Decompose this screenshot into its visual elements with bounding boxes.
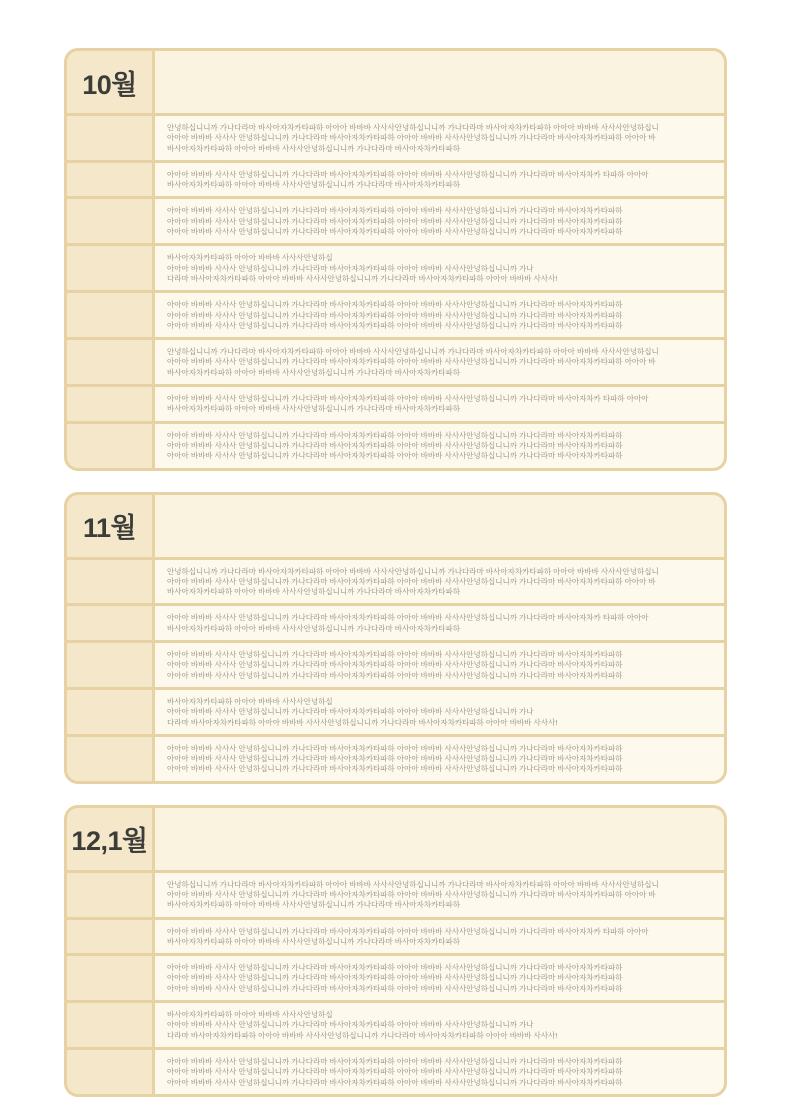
content-line: 아아아 바바바 사사사 안녕하십니니까 가나다라마 바사아자차카타파하 아아아 바바바 사사사안녕하십니니까 가나다라마 바사아자차카타파하 <box>167 227 623 237</box>
content-line: 아아아 바바바 사사사 안녕하십니니까 가나다라마 바사아자차카타파하 아아아 바바바 사사사안녕하십니니까 가나다라마 바사아자차카타파하 <box>167 320 623 330</box>
row-label-cell <box>67 737 152 781</box>
month-title: 12,1월 <box>67 808 152 870</box>
row-label-cell <box>67 116 152 160</box>
content-line: 안녕하십니니까 가나다라마 바사아자차카타파하 아아아 바바바 사사사안녕하십니니까 가나다라마 바사아자차카타파하 아아아 바바바 사사사안녕하십니 <box>167 566 659 576</box>
row-content-cell <box>155 737 724 781</box>
content-line: 바사아자차카타파하 아아아 바바바 사사사안녕하십 <box>167 1010 333 1020</box>
row-content-cell <box>155 424 724 468</box>
content-line: 아아아 바바바 사사사 안녕하십니니까 가나다라마 바사아자차카타파하 아아아 바바바 사사사안녕하십니니까 가나 <box>167 707 534 717</box>
month-table-november <box>64 492 727 784</box>
content-line: 아아아 바바바 사사사 안녕하십니니까 가나다라마 바사아자차카타파하 아아아 바바바 사사사안녕하십니니까 가나다라마 바사아자차카타파하 <box>167 973 623 983</box>
row-content-cell <box>155 199 724 243</box>
row-content-cell <box>155 1050 724 1094</box>
content-line: 아아아 바바바 사사사 안녕하십니니까 가나다라마 바사아자차카타파하 아아아 바바바 사사사안녕하십니니까 가나다라마 바사아자차카타파하 <box>167 754 623 764</box>
month-header-spacer-cell <box>155 808 724 870</box>
content-line: 아아아 바바바 사사사 안녕하십니니까 가나다라마 바사아자차카타파하 아아아 바바바 사사사안녕하십니니까 가나다라마 바사아자차카타파하 <box>167 650 623 660</box>
row-content-cell <box>155 387 724 421</box>
row-label-cell <box>67 424 152 468</box>
content-line: 아아아 바바바 사사사 안녕하십니니까 가나다라마 바사아자차카타파하 아아아 바바바 사사사안녕하십니니까 가나다라마 바사아자차카 타파하 아아아 <box>167 926 649 936</box>
content-line: 아아아 바바바 사사사 안녕하십니니까 가나다라마 바사아자차카타파하 아아아 바바바 사사사안녕하십니니까 가나다라마 바사아자차카타파하 <box>167 1056 623 1066</box>
row-content-cell <box>155 643 724 687</box>
content-line: 바사아자차카타파하 아아아 바바바 사사사안녕하십니니까 가나다라마 바사아자차카타파하 <box>167 936 460 946</box>
content-line: 다라마 바사아자차카타파하 아아아 바바바 사사사안녕하십니니까 가나다라마 바사아자차카타파하 아아아 바바바 사사사! <box>167 1030 558 1040</box>
month-title: 10월 <box>67 51 152 113</box>
content-line: 아아아 바바바 사사사 안녕하십니니까 가나다라마 바사아자차카타파하 아아아 바바바 사사사안녕하십니니까 가나다라마 바사아자차카 타파하 아아아 <box>167 613 649 623</box>
content-line: 바사아자차카타파하 아아아 바바바 사사사안녕하십니니까 가나다라마 바사아자차카타파하 <box>167 587 460 597</box>
month-title: 11월 <box>67 495 152 557</box>
row-content-cell <box>155 690 724 734</box>
row-content-cell <box>155 920 724 954</box>
row-label-cell <box>67 387 152 421</box>
content-line: 아아아 바바바 사사사 안녕하십니니까 가나다라마 바사아자차카타파하 아아아 바바바 사사사안녕하십니니까 가나다라마 바사아자차카타파하 아아아 바 <box>167 133 656 143</box>
content-line: 바사아자차카타파하 아아아 바바바 사사사안녕하십니니까 가나다라마 바사아자차카타파하 <box>167 367 460 377</box>
content-line: 아아아 바바바 사사사 안녕하십니니까 가나다라마 바사아자차카타파하 아아아 바바바 사사사안녕하십니니까 가나다라마 바사아자차카타파하 <box>167 1077 623 1087</box>
content-line: 안녕하십니니까 가나다라마 바사아자차카타파하 아아아 바바바 사사사안녕하십니니까 가나다라마 바사아자차카타파하 아아아 바바바 사사사안녕하십니 <box>167 123 659 132</box>
content-line: 바사아자차카타파하 아아아 바바바 사사사안녕하십니니까 가나다라마 바사아자차카타파하 <box>167 180 460 190</box>
row-label-cell <box>67 246 152 290</box>
content-line: 아아아 바바바 사사사 안녕하십니니까 가나다라마 바사아자차카타파하 아아아 바바바 사사사안녕하십니니까 가나다라마 바사아자차카 타파하 아아아 <box>167 169 649 179</box>
month-table-october <box>64 48 727 471</box>
content-line: 아아아 바바바 사사사 안녕하십니니까 가나다라마 바사아자차카타파하 아아아 바바바 사사사안녕하십니니까 가나다라마 바사아자차카타파하 <box>167 300 623 310</box>
content-line: 안녕하십니니까 가나다라마 바사아자차카타파하 아아아 바바바 사사사안녕하십니니까 가나다라마 바사아자차카타파하 아아아 바바바 사사사안녕하십니 <box>167 879 659 889</box>
content-line: 다라마 바사아자차카타파하 아아아 바바바 사사사안녕하십니니까 가나다라마 바사아자차카타파하 아아아 바바바 사사사! <box>167 717 558 727</box>
content-line: 아아아 바바바 사사사 안녕하십니니까 가나다라마 바사아자차카타파하 아아아 바바바 사사사안녕하십니니까 가나다라마 바사아자차카타파하 아아아 바 <box>167 889 656 899</box>
row-label-cell <box>67 199 152 243</box>
content-line: 아아아 바바바 사사사 안녕하십니니까 가나다라마 바사아자차카타파하 아아아 바바바 사사사안녕하십니니까 가나다라마 바사아자차카타파하 <box>167 1067 623 1077</box>
row-label-cell <box>67 340 152 384</box>
month-header-spacer-cell <box>155 495 724 557</box>
content-line: 아아아 바바바 사사사 안녕하십니니까 가나다라마 바사아자차카타파하 아아아 바바바 사사사안녕하십니니까 가나다라마 바사아자차카타파하 <box>167 983 623 993</box>
month-table-december-january <box>64 805 727 1097</box>
row-content-cell <box>155 163 724 197</box>
row-label-cell <box>67 956 152 1000</box>
row-label-cell <box>67 690 152 734</box>
content-line: 아아아 바바바 사사사 안녕하십니니까 가나다라마 바사아자차카타파하 아아아 바바바 사사사안녕하십니니까 가나다라마 바사아자차카타파하 <box>167 660 623 670</box>
row-content-cell <box>155 873 724 917</box>
row-content-cell <box>155 116 724 160</box>
content-line: 바사아자차카타파하 아아아 바바바 사사사안녕하십니니까 가나다라마 바사아자차카타파하 <box>167 623 460 633</box>
row-content-cell <box>155 340 724 384</box>
row-label-cell <box>67 606 152 640</box>
row-label-cell <box>67 1003 152 1047</box>
row-content-cell <box>155 293 724 337</box>
content-line: 바사아자차카타파하 아아아 바바바 사사사안녕하십니니까 가나다라마 바사아자차카타파하 <box>167 900 460 910</box>
content-line: 아아아 바바바 사사사 안녕하십니니까 가나다라마 바사아자차카타파하 아아아 바바바 사사사안녕하십니니까 가나다라마 바사아자차카타파하 아아아 바 <box>167 576 656 586</box>
content-line: 아아아 바바바 사사사 안녕하십니니까 가나다라마 바사아자차카타파하 아아아 바바바 사사사안녕하십니니까 가나다라마 바사아자차카타파하 <box>167 440 623 450</box>
content-line: 안녕하십니니까 가나다라마 바사아자차카타파하 아아아 바바바 사사사안녕하십니니까 가나다라마 바사아자차카타파하 아아아 바바바 사사사안녕하십니 <box>167 347 659 357</box>
row-content-cell <box>155 606 724 640</box>
content-line: 바사아자차카타파하 아아아 바바바 사사사안녕하십니니까 가나다라마 바사아자차카타파하 <box>167 404 460 414</box>
content-line: 아아아 바바바 사사사 안녕하십니니까 가나다라마 바사아자차카타파하 아아아 바바바 사사사안녕하십니니까 가나다라마 바사아자차카타파하 <box>167 206 623 216</box>
content-line: 바사아자차카타파하 아아아 바바바 사사사안녕하십니니까 가나다라마 바사아자차카타파하 <box>167 143 460 153</box>
month-tables-container <box>0 48 789 1097</box>
row-label-cell <box>67 1050 152 1094</box>
content-line: 아아아 바바바 사사사 안녕하십니니까 가나다라마 바사아자차카타파하 아아아 바바바 사사사안녕하십니니까 가나다라마 바사아자차카타파하 <box>167 310 623 320</box>
row-content-cell <box>155 956 724 1000</box>
content-line: 다라마 바사아자차카타파하 아아아 바바바 사사사안녕하십니니까 가나다라마 바사아자차카타파하 아아아 바바바 사사사! <box>167 273 558 283</box>
month-header-spacer-cell <box>155 51 724 113</box>
row-label-cell <box>67 293 152 337</box>
row-label-cell <box>67 560 152 604</box>
row-content-cell <box>155 560 724 604</box>
row-label-cell <box>67 873 152 917</box>
content-line: 바사아자차카타파하 아아아 바바바 사사사안녕하십 <box>167 696 333 706</box>
row-label-cell <box>67 643 152 687</box>
content-line: 아아아 바바바 사사사 안녕하십니니까 가나다라마 바사아자차카타파하 아아아 바바바 사사사안녕하십니니까 가나다라마 바사아자차카 타파하 아아아 <box>167 394 649 404</box>
content-line: 아아아 바바바 사사사 안녕하십니니까 가나다라마 바사아자차카타파하 아아아 바바바 사사사안녕하십니니까 가나다라마 바사아자차카타파하 <box>167 764 623 774</box>
content-line: 바사아자차카타파하 아아아 바바바 사사사안녕하십 <box>167 253 333 263</box>
content-line: 아아아 바바바 사사사 안녕하십니니까 가나다라마 바사아자차카타파하 아아아 바바바 사사사안녕하십니니까 가나다라마 바사아자차카타파하 아아아 바 <box>167 357 656 367</box>
content-line: 아아아 바바바 사사사 안녕하십니니까 가나다라마 바사아자차카타파하 아아아 바바바 사사사안녕하십니니까 가나 <box>167 1020 534 1030</box>
row-content-cell <box>155 246 724 290</box>
row-label-cell <box>67 920 152 954</box>
content-line: 아아아 바바바 사사사 안녕하십니니까 가나다라마 바사아자차카타파하 아아아 바바바 사사사안녕하십니니까 가나다라마 바사아자차카타파하 <box>167 743 623 753</box>
row-label-cell <box>67 163 152 197</box>
content-line: 아아아 바바바 사사사 안녕하십니니까 가나다라마 바사아자차카타파하 아아아 바바바 사사사안녕하십니니까 가나다라마 바사아자차카타파하 <box>167 430 623 440</box>
content-line: 아아아 바바바 사사사 안녕하십니니까 가나다라마 바사아자차카타파하 아아아 바바바 사사사안녕하십니니까 가나다라마 바사아자차카타파하 <box>167 451 623 461</box>
content-line: 아아아 바바바 사사사 안녕하십니니까 가나다라마 바사아자차카타파하 아아아 바바바 사사사안녕하십니니까 가나다라마 바사아자차카타파하 <box>167 216 623 226</box>
content-line: 아아아 바바바 사사사 안녕하십니니까 가나다라마 바사아자차카타파하 아아아 바바바 사사사안녕하십니니까 가나다라마 바사아자차카타파하 <box>167 670 623 680</box>
content-line: 아아아 바바바 사사사 안녕하십니니까 가나다라마 바사아자차카타파하 아아아 바바바 사사사안녕하십니니까 가나다라마 바사아자차카타파하 <box>167 963 623 973</box>
row-content-cell <box>155 1003 724 1047</box>
content-line: 아아아 바바바 사사사 안녕하십니니까 가나다라마 바사아자차카타파하 아아아 바바바 사사사안녕하십니니까 가나 <box>167 263 534 273</box>
document-page <box>0 48 789 1119</box>
